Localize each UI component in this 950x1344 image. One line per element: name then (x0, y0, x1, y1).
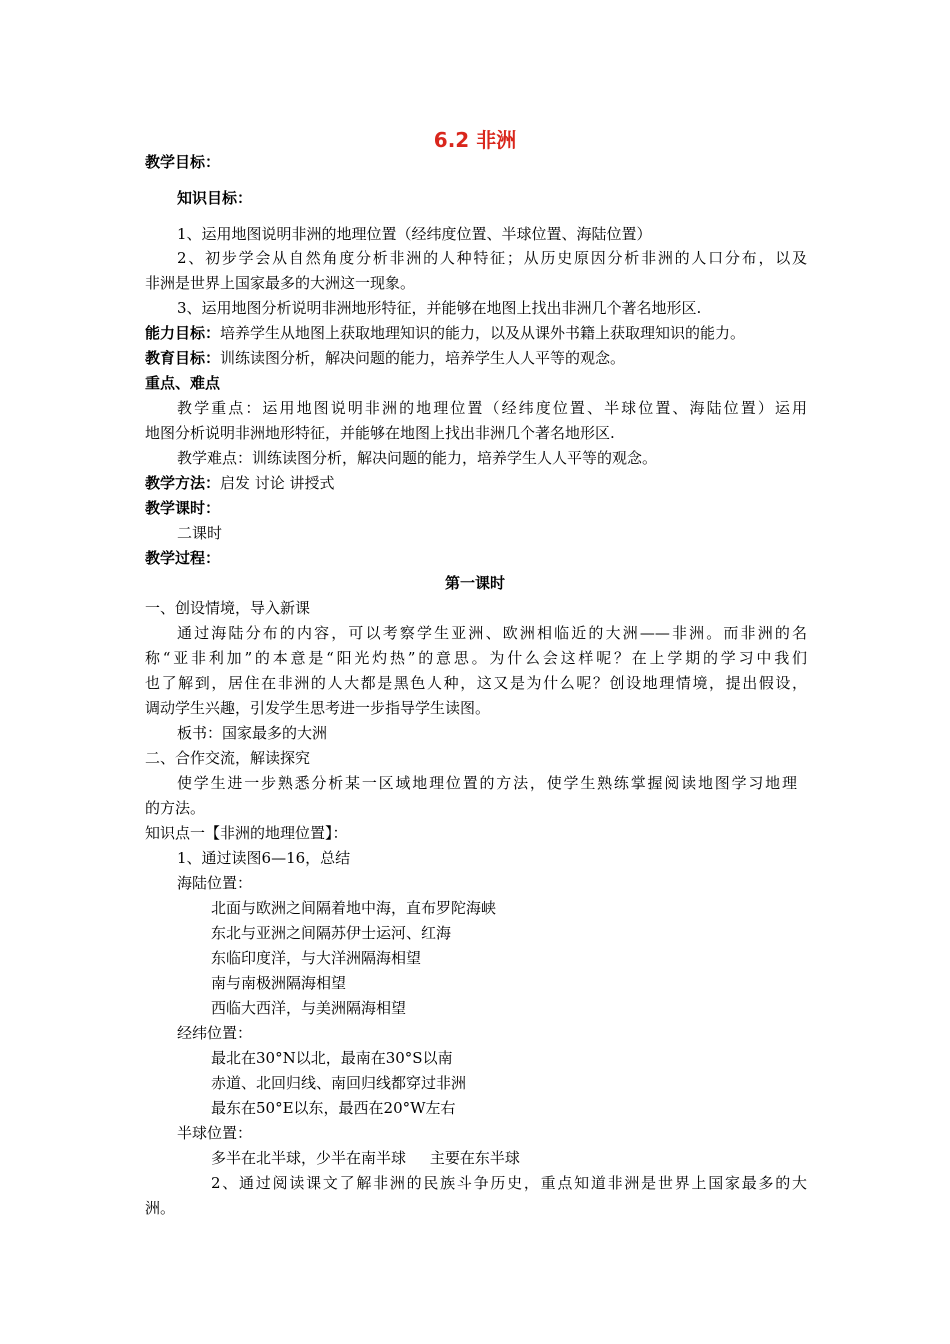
text-line: 教学难点：训练读图分析，解决问题的能力，培养学生人人平等的观念。 (177, 449, 658, 467)
text-line: 南与南极洲隔海相望 (211, 974, 347, 992)
text-line: 二课时 (177, 524, 223, 542)
education-goals-label: 教育目标： (145, 349, 221, 367)
teaching-method-text: 启发 讨论 讲授式 (220, 474, 335, 492)
text-line: 洲。 (145, 1199, 176, 1217)
text-line: 多半在北半球，少半在南半球 主要在东半球 (211, 1149, 520, 1167)
ability-goals-line (145, 322, 745, 344)
section-heading-teaching-goals: 教学目标： (145, 153, 221, 171)
lesson-heading: 第一课时 (444, 574, 505, 592)
ability-goals-text: 培养学生从地图上获取地理知识的能力，以及从课外书籍上获取理知识的能力。 (220, 324, 746, 342)
page-title: 6.2 非洲 (433, 128, 517, 152)
text-line: 板书：国家最多的大洲 (177, 724, 328, 742)
text-line: 半球位置： (177, 1124, 253, 1142)
text-line: 一、创设情境，导入新课 (145, 599, 311, 617)
text-line: 的方法。 (145, 799, 206, 817)
text-line: 2、初步学会从自然角度分析非洲的人种特征；从历史原因分析非洲的人口分布，以及 (177, 249, 807, 267)
text-line: 最北在30°N以北，最南在30°S以南 (211, 1049, 453, 1067)
text-line: 海陆位置： (177, 874, 253, 892)
teaching-method-label: 教学方法： (145, 474, 221, 492)
section-heading-key-points: 重点、难点 (145, 374, 221, 392)
subheading-knowledge-goals: 知识目标： (177, 189, 253, 207)
text-line: 1、运用地图说明非洲的地理位置（经纬度位置、半球位置、海陆位置） (177, 225, 652, 243)
text-line: 2、通过阅读课文了解非洲的民族斗争历史，重点知道非洲是世界上国家最多的大 (211, 1174, 807, 1192)
text-line: 西临大西洋，与美洲隔海相望 (211, 999, 407, 1017)
text-line: 称“亚非利加”的本意是“阳光灼热”的意思。为什么会这样呢？在上学期的学习中我们 (145, 649, 807, 667)
text-line: 东临印度洋，与大洋洲隔海相望 (211, 949, 422, 967)
section-heading-class-hours: 教学课时： (145, 499, 221, 517)
text-line: 使学生进一步熟悉分析某一区域地理位置的方法，使学生熟练掌握阅读地图学习地理 (177, 774, 797, 792)
text-line: 教学重点：运用地图说明非洲的地理位置（经纬度位置、半球位置、海陆位置）运用 (177, 399, 807, 417)
text-line: 调动学生兴趣，引发学生思考进一步指导学生读图。 (145, 699, 491, 717)
text-line: 知识点一【非洲的地理位置】： (145, 824, 348, 842)
teaching-method-line (145, 472, 335, 494)
text-line: 北面与欧洲之间隔着地中海，直布罗陀海峡 (211, 899, 497, 917)
text-line: 东北与亚洲之间隔苏伊士运河、红海 (211, 924, 452, 942)
education-goals-line (145, 347, 625, 369)
text-line: 1、通过读图6—16，总结 (177, 849, 351, 867)
text-line: 地图分析说明非洲地形特征，并能够在地图上找出非洲几个著名地形区. (145, 424, 615, 442)
text-line: 也了解到，居住在非洲的人大都是黑色人种，这又是为什么呢？创设地理情境，提出假设， (145, 674, 807, 692)
text-line: 经纬位置： (177, 1024, 253, 1042)
section-heading-teaching-process: 教学过程： (145, 549, 221, 567)
education-goals-text: 训练读图分析，解决问题的能力，培养学生人人平等的观念。 (220, 349, 626, 367)
ability-goals-label: 能力目标： (145, 324, 221, 342)
text-line: 最东在50°E以东，最西在20°W左右 (211, 1099, 456, 1117)
text-line: 通过海陆分布的内容，可以考察学生亚洲、欧洲相临近的大洲——非洲。而非洲的名 (177, 624, 807, 642)
text-line: 非洲是世界上国家最多的大洲这一现象。 (145, 274, 416, 292)
text-line: 3、运用地图分析说明非洲地形特征，并能够在地图上找出非洲几个著名地形区. (177, 299, 702, 317)
text-line: 赤道、北回归线、南回归线都穿过非洲 (211, 1074, 467, 1092)
text-line: 二、合作交流，解读探究 (145, 749, 311, 767)
